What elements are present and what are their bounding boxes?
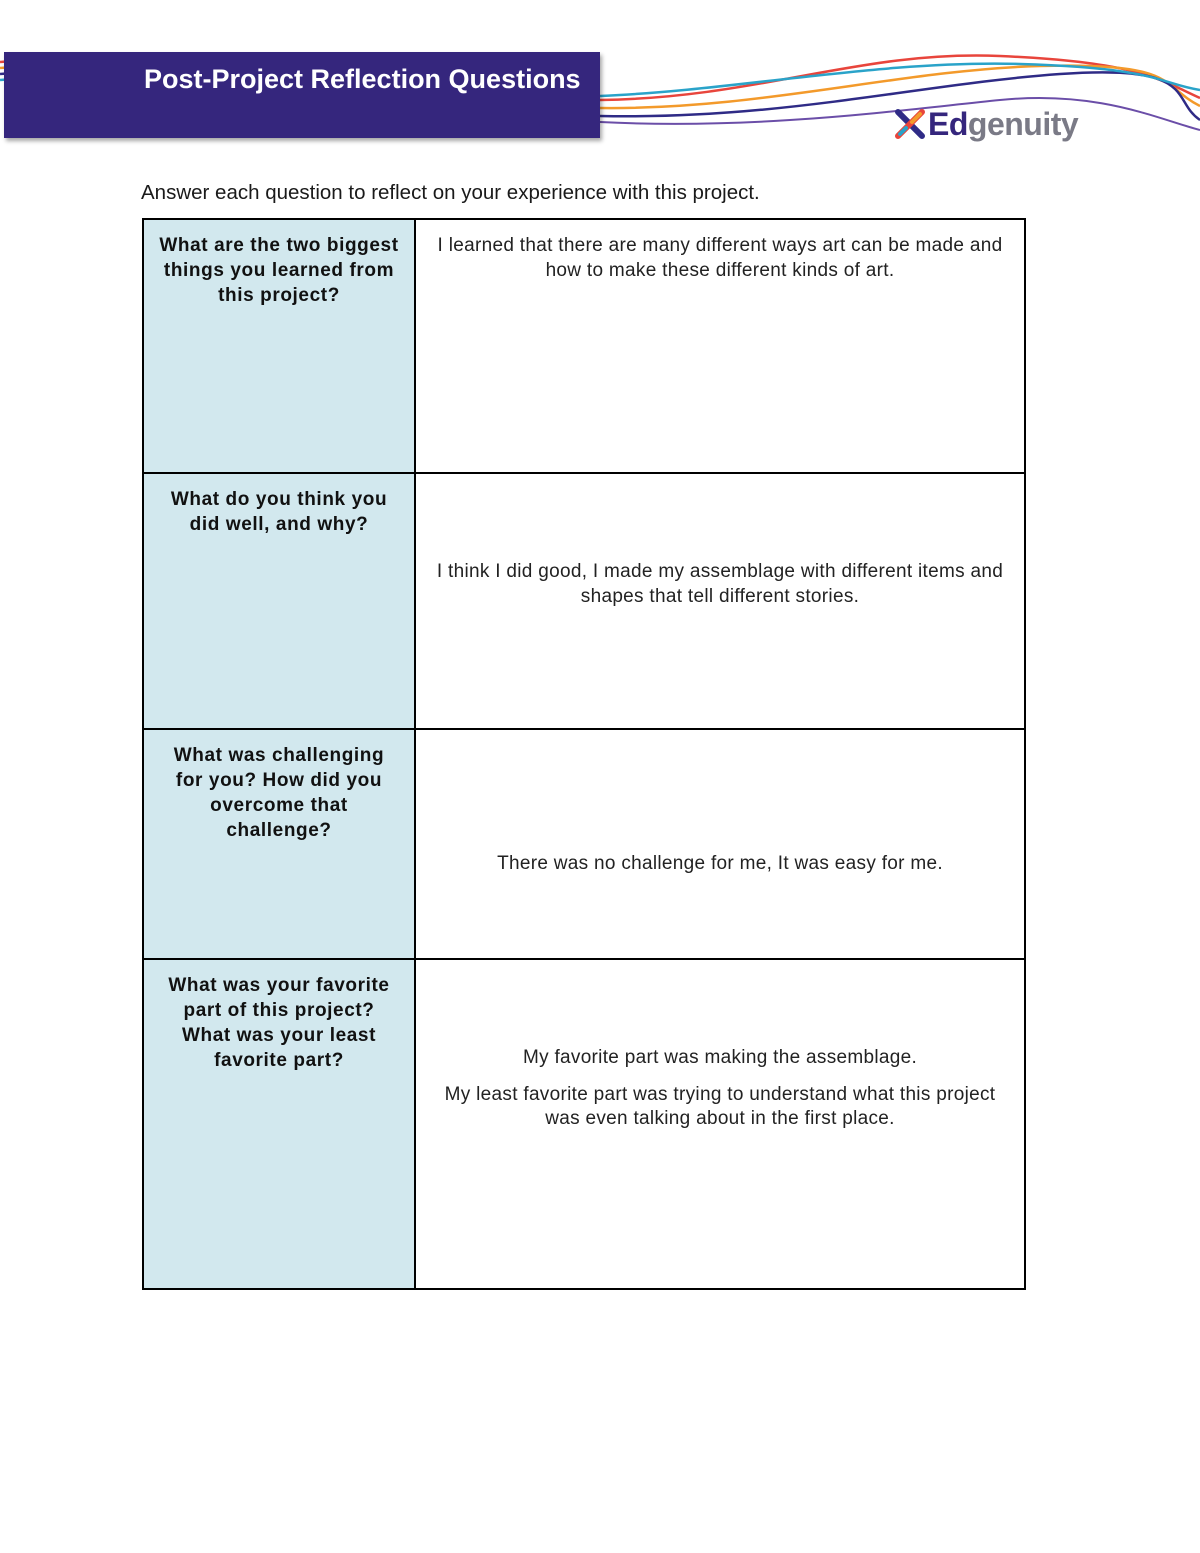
answer-cell[interactable]: [415, 473, 1025, 729]
answer-cell[interactable]: [415, 729, 1025, 959]
logo-text-primary: Ed: [928, 106, 968, 142]
instructions-text: Answer each question to reflect on your experience with this project.: [141, 181, 760, 204]
answer-paragraph: I think I did good, I made my assemblage with different items and shapes that tell different stories.: [436, 561, 1004, 607]
logo-text-secondary: genuity: [967, 106, 1079, 142]
answer-text: [416, 474, 1024, 609]
table-row: [143, 959, 1025, 1289]
answer-text: [416, 730, 1024, 877]
edgenuity-logo: [894, 104, 1078, 144]
question-text: What was challenging for you? How did you overcome that challenge?: [173, 745, 385, 841]
question-cell: [143, 959, 415, 1289]
edgenuity-x-logo-icon: [894, 108, 926, 140]
answer-cell[interactable]: [415, 959, 1025, 1289]
question-cell: [143, 729, 415, 959]
table-row: [143, 219, 1025, 473]
answer-paragraph: There was no challenge for me, It was easy for me.: [497, 853, 943, 874]
reflection-table: [142, 218, 1026, 1290]
answer-cell[interactable]: [415, 219, 1025, 473]
question-text: What are the two biggest things you learned from this project?: [159, 235, 399, 306]
header-banner: [4, 52, 600, 138]
answer-text: [416, 960, 1024, 1132]
logo-text: [928, 108, 1078, 140]
page-title: Post-Project Reflection Questions: [144, 64, 581, 94]
table-row: [143, 729, 1025, 959]
answer-text: [416, 220, 1024, 283]
answer-paragraph: My least favorite part was trying to understand what this project was even talking about in the first place.: [444, 1083, 996, 1129]
question-cell: [143, 219, 415, 473]
answer-paragraph: My favorite part was making the assemblage.: [522, 1047, 918, 1068]
question-text: What was your favorite part of this project? What was your least favorite part?: [168, 975, 390, 1071]
question-text: What do you think you did well, and why?: [170, 489, 388, 535]
answer-paragraph: I learned that there are many different ways art can be made and how to make these different kinds of art.: [437, 235, 1003, 281]
table-row: [143, 473, 1025, 729]
question-cell: [143, 473, 415, 729]
